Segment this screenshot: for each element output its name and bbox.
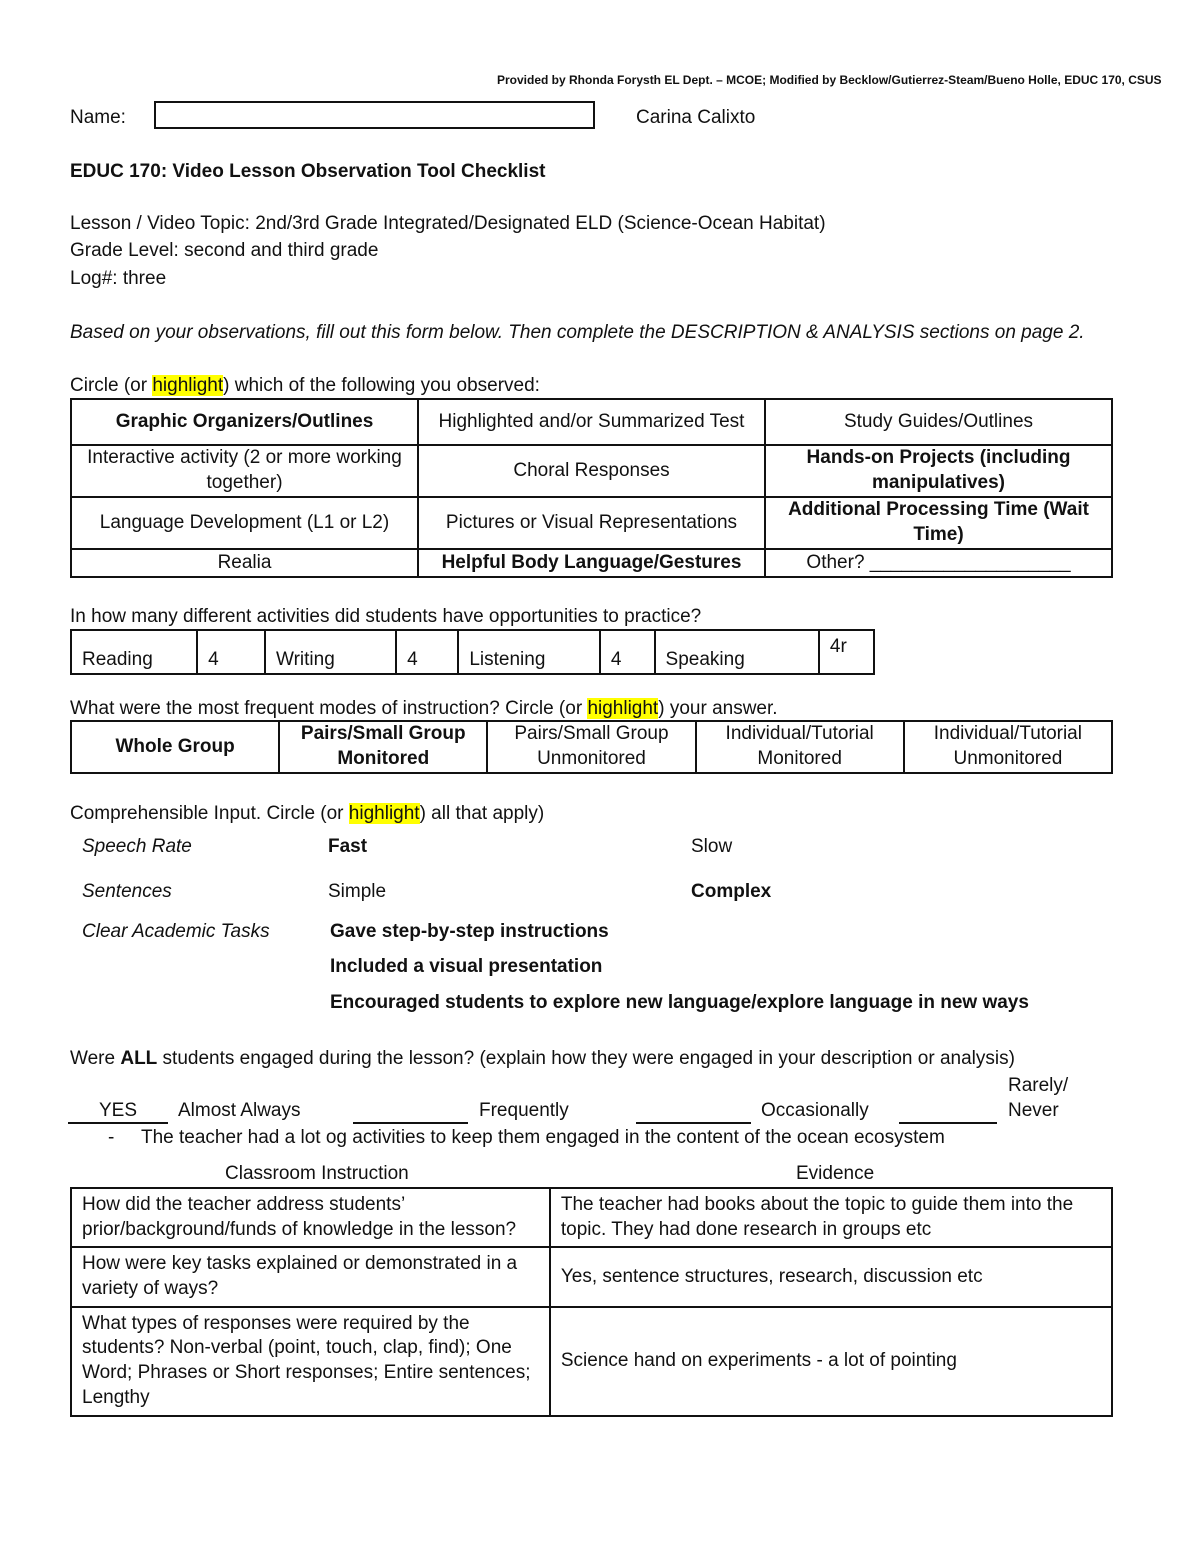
practice-label: Reading [71, 630, 197, 674]
speech-rate-fast[interactable]: Fast [328, 836, 368, 857]
grade-level: Grade Level: second and third grade [70, 240, 379, 261]
observed-cell[interactable]: Other? ___________________ [765, 549, 1112, 577]
page-title: EDUC 170: Video Lesson Observation Tool Checklist [70, 161, 546, 182]
task-option[interactable]: Included a visual presentation [330, 956, 603, 977]
observed-cell[interactable]: Realia [71, 549, 418, 577]
name-label: Name: [70, 107, 126, 128]
observed-cell[interactable]: Study Guides/Outlines [765, 399, 1112, 445]
instruction-question: What types of responses were required by the students? Non-verbal (point, touch, clap, find); One Word; Phrases or Short responses; Entire sentences; Lengthy [71, 1307, 550, 1416]
tasks-label: Clear Academic Tasks [82, 921, 270, 942]
note-dash: - [108, 1127, 115, 1148]
speech-rate-label: Speech Rate [82, 836, 192, 857]
sentences-complex[interactable]: Complex [691, 881, 772, 902]
task-option[interactable]: Encouraged students to explore new language/explore language in new ways [330, 992, 1029, 1013]
observed-cell[interactable]: Interactive activity (2 or more working together) [71, 445, 418, 497]
observed-question: Circle (or highlight) which of the following you observed: [70, 375, 540, 396]
almost-always-label: Almost Always [178, 1100, 301, 1121]
mode-option[interactable]: Whole Group [71, 721, 279, 773]
observed-cell[interactable]: Choral Responses [418, 445, 765, 497]
rarely-label: Rarely/ [1008, 1075, 1069, 1096]
never-label: Never [1008, 1100, 1059, 1121]
sentences-label: Sentences [82, 881, 172, 902]
practice-label: Speaking [655, 630, 819, 674]
mode-option[interactable]: Pairs/Small Group Unmonitored [487, 721, 695, 773]
engaged-question: Were ALL students engaged during the lesson? (explain how they were engaged in your description or analysis) [70, 1048, 1015, 1069]
practice-label: Listening [458, 630, 599, 674]
observed-cell[interactable]: Hands-on Projects (including manipulatives) [765, 445, 1112, 497]
instruction-question: How did the teacher address students’ prior/background/funds of knowledge in the lesson? [71, 1188, 550, 1247]
evidence-answer[interactable]: Science hand on experiments - a lot of pointing [550, 1307, 1112, 1416]
modes-table [70, 720, 1113, 774]
lesson-topic: Lesson / Video Topic: 2nd/3rd Grade Integrated/Designated ELD (Science-Ocean Habitat) [70, 213, 826, 234]
evidence-answer[interactable]: The teacher had books about the topic to guide them into the topic. They had done research in groups etc [550, 1188, 1112, 1247]
name-value: Carina Calixto [636, 107, 756, 128]
comprehensible-question: Comprehensible Input. Circle (or highlight) all that apply) [70, 803, 545, 824]
speech-rate-slow[interactable]: Slow [691, 836, 733, 857]
evidence-header: Evidence [796, 1163, 875, 1184]
instructions: Based on your observations, fill out this form below. Then complete the DESCRIPTION & ANALYSIS sections on page 2. [70, 322, 1085, 343]
observed-cell[interactable]: Pictures or Visual Representations [418, 497, 765, 549]
instruction-header: Classroom Instruction [225, 1163, 409, 1184]
observed-cell[interactable]: Additional Processing Time (Wait Time) [765, 497, 1112, 549]
almost-always-blank[interactable] [353, 1104, 468, 1124]
practice-value[interactable]: 4 [197, 630, 265, 674]
observed-cell[interactable]: Highlighted and/or Summarized Test [418, 399, 765, 445]
yes-answer[interactable]: YES [68, 1100, 168, 1124]
practice-value[interactable]: 4r [819, 630, 874, 674]
occasionally-blank[interactable] [899, 1104, 997, 1124]
observed-cell[interactable]: Graphic Organizers/Outlines [71, 399, 418, 445]
mode-option[interactable]: Individual/Tutorial Unmonitored [904, 721, 1112, 773]
mode-option[interactable]: Individual/Tutorial Monitored [696, 721, 904, 773]
practice-value[interactable]: 4 [600, 630, 655, 674]
practice-value[interactable]: 4 [396, 630, 458, 674]
credit-line: Provided by Rhonda Forysth EL Dept. – MCOE; Modified by Becklow/Gutierrez-Steam/Bueno Holle, EDUC 170, CSUS [497, 73, 1162, 87]
modes-question: What were the most frequent modes of instruction? Circle (or highlight) your answer. [70, 698, 778, 719]
practice-label: Writing [265, 630, 396, 674]
observed-cell[interactable]: Language Development (L1 or L2) [71, 497, 418, 549]
observed-cell[interactable]: Helpful Body Language/Gestures [418, 549, 765, 577]
frequently-blank[interactable] [636, 1104, 751, 1124]
observed-table [70, 398, 1113, 578]
task-option[interactable]: Gave step-by-step instructions [330, 921, 609, 942]
practice-question: In how many different activities did students have opportunities to practice? [70, 606, 702, 627]
mode-option[interactable]: Pairs/Small Group Monitored [279, 721, 487, 773]
name-field[interactable] [154, 101, 595, 129]
instruction-question: How were key tasks explained or demonstrated in a variety of ways? [71, 1247, 550, 1306]
practice-table [70, 629, 875, 675]
evidence-answer[interactable]: Yes, sentence structures, research, discussion etc [550, 1247, 1112, 1306]
occasionally-label: Occasionally [761, 1100, 869, 1121]
instruction-table [70, 1187, 1113, 1417]
frequently-label: Frequently [479, 1100, 569, 1121]
sentences-simple[interactable]: Simple [328, 881, 387, 902]
engaged-note: The teacher had a lot og activities to keep them engaged in the content of the ocean ecosystem [141, 1127, 945, 1148]
log-number: Log#: three [70, 268, 167, 289]
